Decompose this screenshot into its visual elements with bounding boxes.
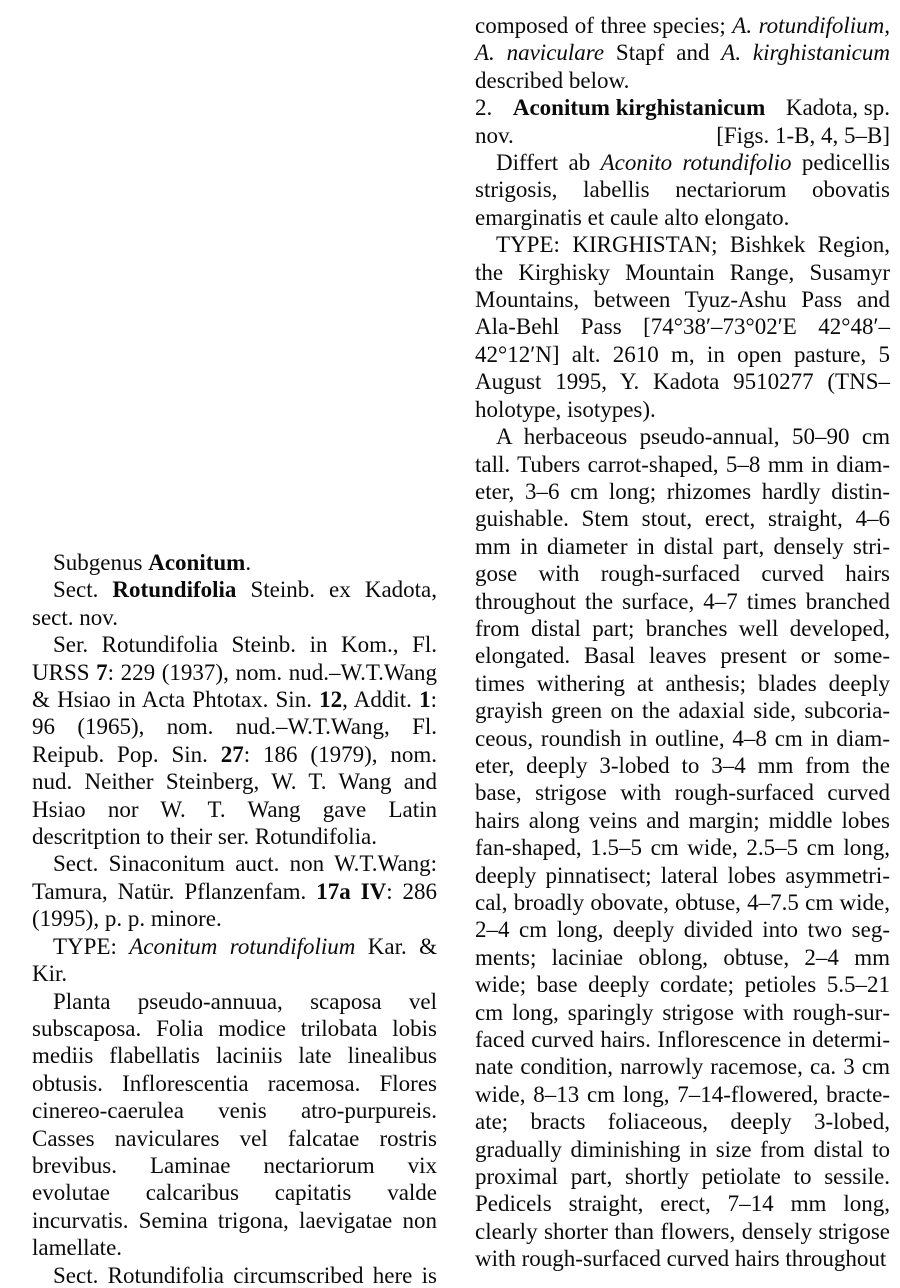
text-run: 1 [419,687,431,713]
text-run: Subgenus [53,550,149,575]
text-run: , Addit. [342,687,420,713]
text-run: [Figs. 1-B, 4, 5–B] [716,122,890,148]
text-run: Sect. Sinaconitum auct. non W.T.Wang: Tamura, Natür. Pflanzenfam. [32,851,437,904]
text-run: Kadota, sp. [785,95,890,121]
type-locality [475,231,890,423]
text-run: Rotundifolia [112,577,237,603]
text-run: : 229 (1937), nom. nud.–W.T.Wang & Hsiao in Acta Phtotax. Sin. [32,659,437,713]
text-run: A. kirghistanicum [721,40,890,66]
text-run: Steinb. ex Kadota, sect. nov. [32,577,437,630]
split-cell [786,94,890,121]
text-run: 17a IV [316,878,387,904]
latin-differt-diagnosis [475,149,890,231]
text-run: . [245,550,252,575]
split-cell [475,122,514,149]
text-run: Differt ab [496,150,601,176]
text-run: Ser. Rotundifolia Steinb. in Kom., Fl. URSS [32,632,437,685]
text-run: A. rotundifolium, [732,13,890,38]
section-heading [32,576,437,631]
text-run: : 186 (1979), nom. nud. Neither Steinberg, W. T. Wang and Hsiao nor W. T. Wang gave Latin descritption to their ser. Rotundifolia. [32,741,437,850]
text-run: A. naviculare [475,40,605,66]
split-cell [513,94,765,121]
latin-diagnosis [32,988,437,1262]
text-run: Sect. [53,577,113,603]
text-run: Sect. Rotundifolia circumscribed here is [53,1262,437,1288]
text-run: : 286 (1995), p. p. minore. [32,878,438,932]
text-run: TYPE: [53,933,130,959]
text-run: Aconitum rotundifolium [129,933,356,959]
text-run: 2. [475,95,493,121]
type-citation [32,933,437,988]
text-run: : 96 (1965), nom. nud.–W.T.Wang, Fl. Reipub. Pop. Sin. [32,687,437,767]
text-run: Aconitum [148,550,246,575]
continuation-paragraph [475,12,890,94]
split-cell [716,122,890,149]
text-run: 12 [319,687,343,713]
text-run: nov. [475,122,514,148]
sinaconitum-citation [32,850,437,932]
species-description [475,423,890,1273]
text-run: described below. [475,67,630,93]
text-run: Stapf and [604,40,722,66]
section-note [32,1262,437,1288]
text-run: TYPE: KIRGHISTAN; Bishkek Region, the Kirghisky Mountain Range, Susamyr Mountains, between Tyuz-Ashu Pass and Ala-Behl Pass [74°38′–73°02′E 42°48′–42°12′N] alt. 2610 m, in open pasture, 5 August 1995, Y. Kadota 9510277 (TNS–holotype, isotypes). [475,232,890,422]
subgenus-line [32,549,437,576]
text-run: composed of three species; [475,13,733,38]
text-run: pedicellis strigosis, labellis nectariorum obovatis emarginatis et caule alto elongato. [475,150,890,230]
left-column [32,12,437,1288]
text-run: Aconitum kirghistanicum [512,95,766,121]
right-column [475,12,890,1288]
species-heading [475,94,890,121]
text-run: Planta pseudo-annuua, scaposa vel subscaposa. Folia modice trilobata lobis mediis flabellatis laciniis late linealibus obtusis. Inflorescentia racemosa. Flores cinereo-caerulea venis atro-purpureis. Casses naviculares vel falcatae rostris brevibus. Laminae nectariorum vix evolutae calcaribus capitatis valde incurvatis. Semina trigona, laevigatae non lamellate. [32,988,437,1261]
text-run: A herbaceous pseudo-annual, 50–90 cm tall. Tubers carrot-shaped, 5–8 mm in diameter, 3–6 cm long; rhizomes hardly distinguishable. Stem stout, erect, straight, 4–6 mm in diameter in distal part, densely strigose with rough-surfaced curved hairs throughout the surface, 4–7 times branched from distal part; branches well developed, elongated. Basal leaves present or sometimes withering at anthesis; blades deeply grayish green on the adaxial side, subcoriaceous, roundish in outline, 4–8 cm in diameter, deeply 3-lobed to 3–4 mm from the base, strigose with rough-surfaced curved hairs along veins and margin; middle lobes fan-shaped, 1.5–5 cm wide, 2.5–5 cm long, deeply pinnatisect; lateral lobes asymmetrical, broadly obovate, obtuse, 4–7.5 cm wide, 2–4 cm long, deeply divided into two segments; laciniae oblong, obtuse, 2–4 mm wide; base deeply cordate; petioles 5.5–21 cm long, sparingly strigose with rough-surfaced curved hairs. Inflorescence in determinate condition, narrowly racemose, ca. 3 cm wide, 8–13 cm long, 7–14-flowered, bracteate; bracts foliaceous, deeply 3-lobed, gradually diminishing in size from distal to proximal part, shortly petiolate to sessile. Pedicels straight, erect, 7–14 mm long, clearly shorter than flowers, densely strigose with rough-surfaced curved hairs throughout [475,424,890,1272]
text-run: Kar. & Kir. [32,933,437,987]
text-run: 27 [220,741,244,767]
figs-reference-line [475,122,890,149]
split-cell [475,94,492,121]
text-run: 7 [96,659,108,685]
text-run: Aconito rotundifolio [600,150,792,176]
series-citation [32,631,437,850]
